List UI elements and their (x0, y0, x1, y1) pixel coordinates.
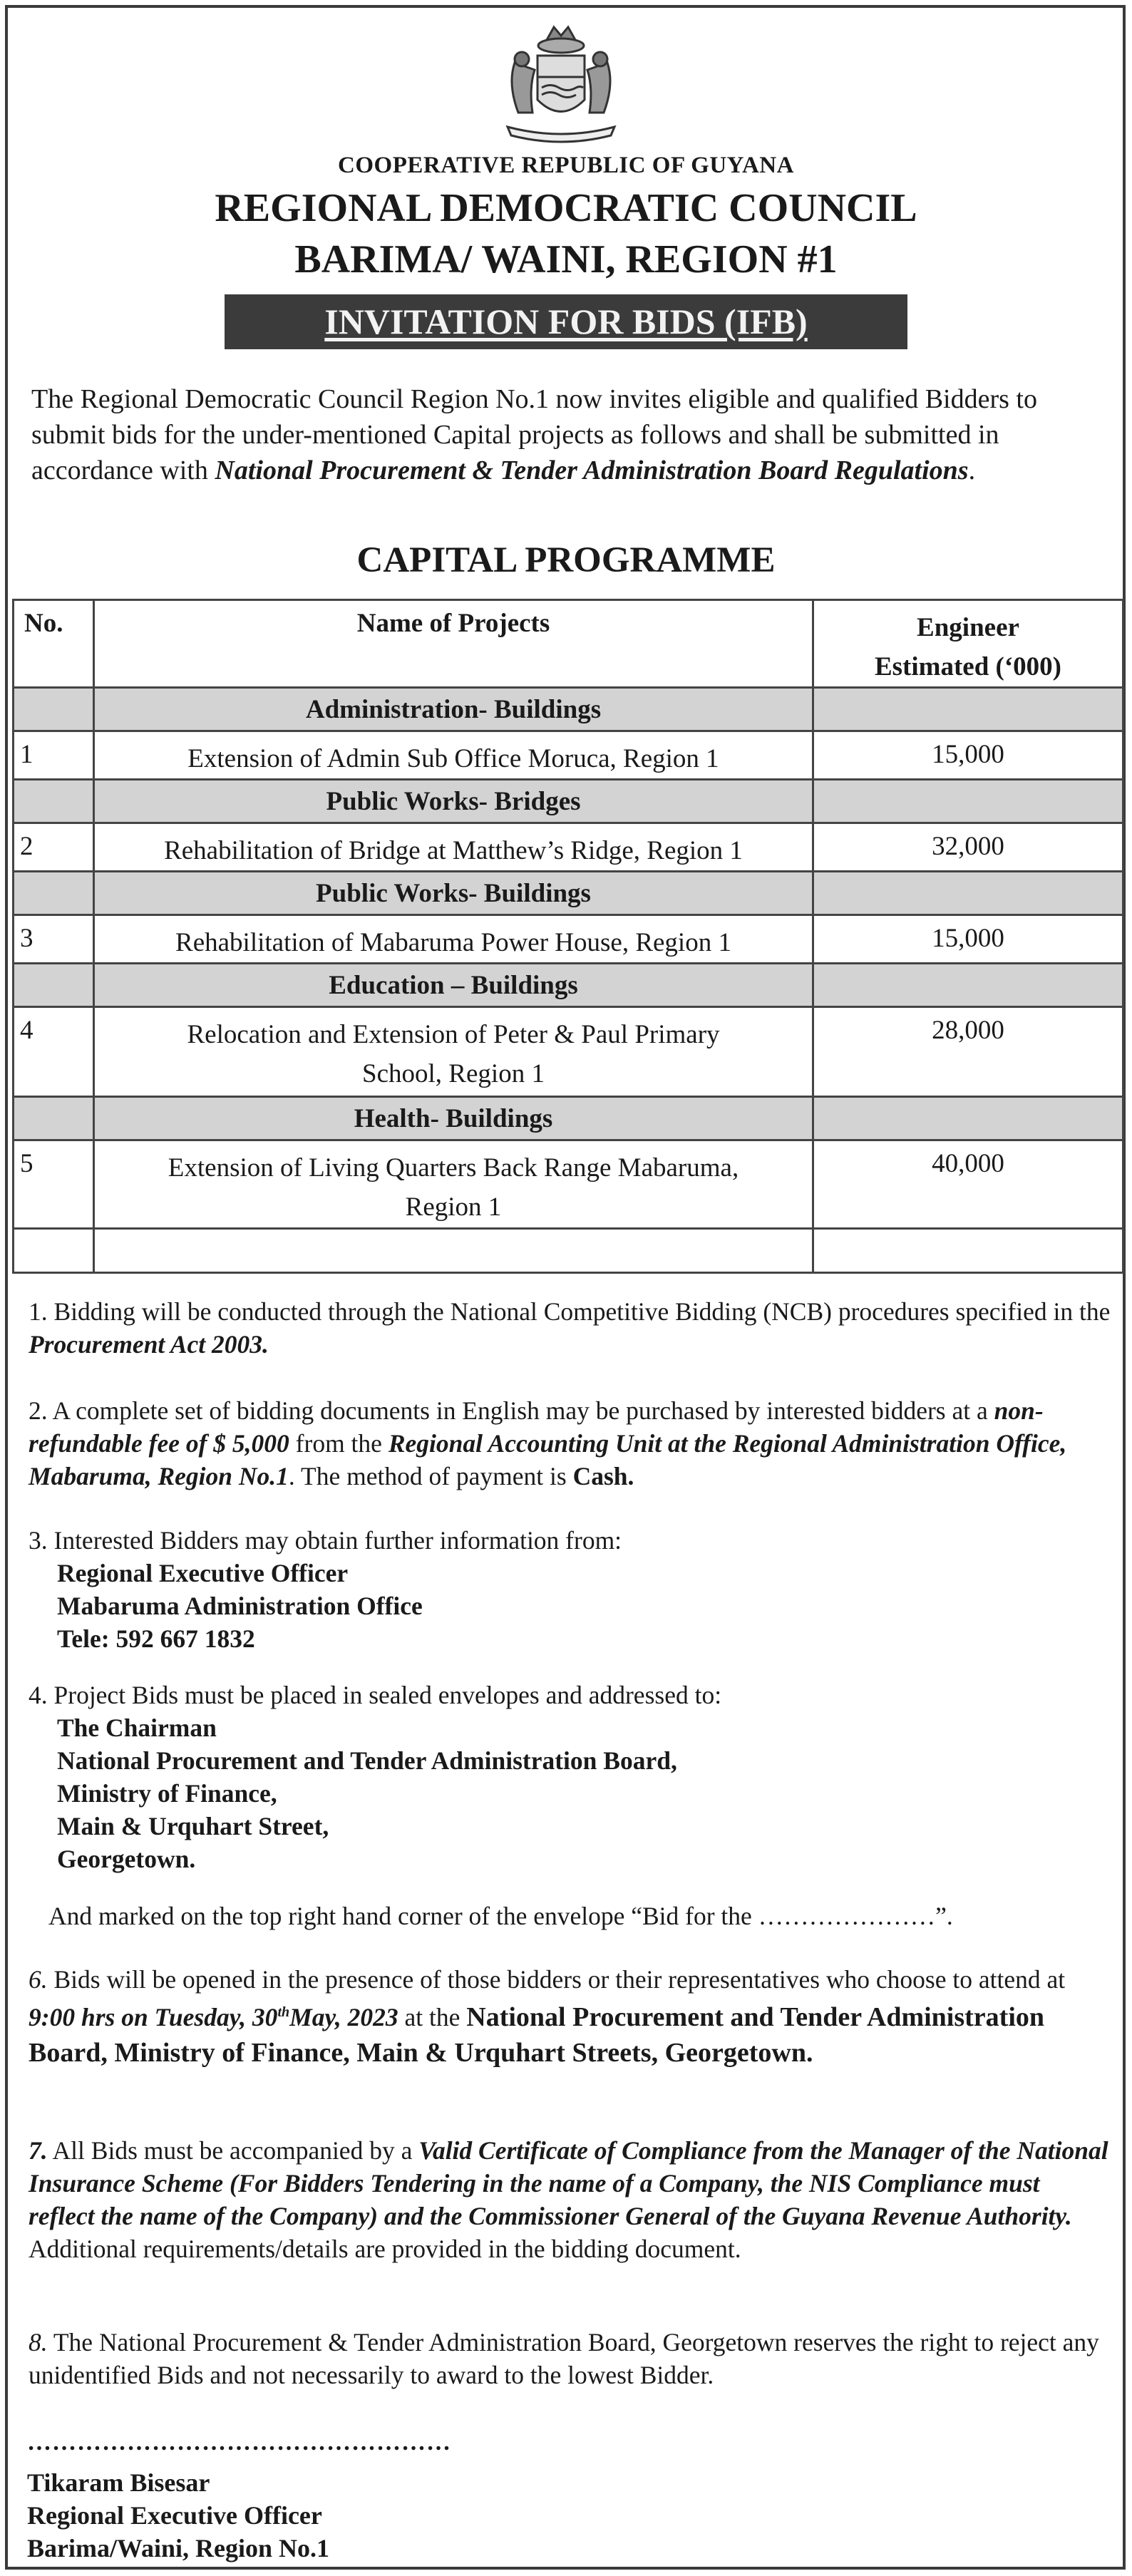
envelope-marking: And marked on the top right hand corner of the envelope “Bid for the …………………”. (48, 1902, 953, 1930)
category-row (14, 872, 1123, 915)
table-row (14, 1140, 1123, 1229)
projects-table (12, 599, 1124, 1274)
item-7 (29, 2134, 1112, 2265)
item-3-line1: Regional Executive Officer (57, 1559, 349, 1587)
item-6-sup: th (277, 2004, 290, 2020)
table-empty-row (14, 1229, 1123, 1273)
intro-text: The Regional Democratic Council Region No.1 now invites eligible and qualified Bidders to submit bids for the under-mentioned Capital projects as follows and shall be submitted in accordance with (31, 384, 1037, 485)
item-6-num: 6. (29, 1965, 48, 1994)
item-1 (29, 1295, 1112, 1361)
row-number: 1 (14, 731, 94, 780)
item-4-line2: National Procurement and Tender Administration Board, (57, 1746, 677, 1775)
item-4-line3: Ministry of Finance, (57, 1779, 277, 1808)
category-title: Public Works- Buildings (94, 872, 813, 915)
category-title: Health- Buildings (94, 1097, 813, 1140)
row-project: Rehabilitation of Bridge at Matthew’s Ridge, Region 1 (94, 823, 813, 872)
item-2-fee: non-refundable fee of $ 5,000 (29, 1396, 1044, 1458)
header-no: No. (14, 600, 94, 688)
item-4 (29, 1679, 1112, 1875)
table-row (14, 1007, 1123, 1097)
item-6-date: May, 2023 (289, 2002, 398, 2031)
row-number: 3 (14, 915, 94, 964)
table-header-row (14, 600, 1123, 688)
item-4-line4: Main & Urquhart Street, (57, 1812, 329, 1840)
item-6-time: 9:00 hrs on Tuesday, 30 (29, 2002, 278, 2031)
row-estimate: 32,000 (813, 823, 1123, 872)
intro-paragraph (31, 381, 1101, 488)
signature-line: …………………………………………… (27, 2429, 451, 2456)
category-title: Education – Buildings (94, 964, 813, 1007)
item-7-compliance: Valid Certificate of Compliance from the Manager of the National Insurance Scheme (For Bidders Tendering in the name of a Company, the NIS Compliance must reflect the name of the Company) and the Commissioner General of the Guyana Revenue Authority. (29, 2136, 1108, 2230)
signatory-title: Regional Executive Officer (27, 2501, 322, 2530)
signatory-name: Tikaram Bisesar (27, 2468, 210, 2497)
ifb-banner-text: INVITATION FOR BIDS (IFB) (324, 302, 808, 341)
item-2-unit: Regional Accounting Unit at the Regional Administration Office, Mabaruma, Region No.1 (29, 1429, 1067, 1490)
item-1-text: 1. Bidding will be conducted through the National Competitive Bidding (NCB) procedures specified in the (29, 1297, 1111, 1326)
item-2-from: from the (289, 1429, 389, 1458)
item-1-act: Procurement Act 2003. (29, 1330, 269, 1359)
category-row (14, 780, 1123, 823)
row-project: Rehabilitation of Mabaruma Power House, Region 1 (94, 915, 813, 964)
header-estimate-line1: Engineer (917, 613, 1019, 642)
row-estimate: 40,000 (813, 1140, 1123, 1229)
category-row (14, 964, 1123, 1007)
region-heading: BARIMA/ WAINI, REGION #1 (294, 237, 838, 282)
category-title: Administration- Buildings (94, 688, 813, 731)
item-2-text: 2. A complete set of bidding documents in English may be purchased by interested bidders at a (29, 1396, 994, 1425)
item-6-text: Bids will be opened in the presence of those bidders or their representatives who choose to attend at (47, 1965, 1066, 1994)
item-6-venue: National Procurement and Tender Administration Board, Ministry of Finance, Main & Urquhart Streets, Georgetown. (29, 2001, 1045, 2068)
header-name: Name of Projects (94, 600, 813, 688)
header-estimate (813, 600, 1123, 688)
intro-regulations: National Procurement & Tender Administration Board Regulations (215, 455, 969, 485)
row-number: 5 (14, 1140, 94, 1229)
item-7-additional: Additional requirements/details are provided in the bidding document. (29, 2235, 741, 2263)
item-8-num: 8. (29, 2328, 48, 2356)
ifb-banner (225, 294, 907, 349)
table-row (14, 915, 1123, 964)
item-3-line3: Tele: 592 667 1832 (57, 1624, 255, 1653)
row-project: Extension of Living Quarters Back Range Mabaruma, Region 1 (94, 1140, 813, 1229)
row-project: Relocation and Extension of Peter & Paul Primary School, Region 1 (94, 1007, 813, 1097)
republic-heading: COOPERATIVE REPUBLIC OF GUYANA (338, 153, 794, 178)
item-2 (29, 1394, 1112, 1493)
item-3 (29, 1524, 1112, 1655)
capital-programme-title: CAPITAL PROGRAMME (356, 540, 776, 580)
item-2-method: . The method of payment is (288, 1462, 573, 1490)
table-row (14, 823, 1123, 872)
category-row (14, 1097, 1123, 1140)
council-heading: REGIONAL DEMOCRATIC COUNCIL (215, 186, 917, 230)
intro-end: . (968, 455, 976, 485)
header-estimate-line2: Estimated (‘000) (874, 652, 1062, 681)
row-estimate: 28,000 (813, 1007, 1123, 1097)
row-estimate: 15,000 (813, 731, 1123, 780)
item-8 (29, 2326, 1112, 2391)
row-estimate: 15,000 (813, 915, 1123, 964)
row-number: 4 (14, 1007, 94, 1097)
item-2-cash: Cash. (572, 1462, 634, 1490)
item-6 (29, 1963, 1112, 2071)
row-project: Extension of Admin Sub Office Moruca, Region 1 (94, 731, 813, 780)
row-number: 2 (14, 823, 94, 872)
item-8-text: The National Procurement & Tender Administration Board, Georgetown reserves the right to reject any unidentified Bids and not necessarily to award to the lowest Bidder. (29, 2328, 1099, 2389)
item-4-line1: The Chairman (57, 1714, 217, 1742)
coat-of-arms-crest (493, 20, 629, 148)
item-6-at: at the (398, 2002, 467, 2031)
item-4-text: 4. Project Bids must be placed in sealed envelopes and addressed to: (29, 1681, 722, 1709)
signatory-region: Barima/Waini, Region No.1 (27, 2534, 330, 2562)
category-title: Public Works- Bridges (94, 780, 813, 823)
item-7-text: All Bids must be accompanied by a (47, 2136, 419, 2165)
item-3-line2: Mabaruma Administration Office (57, 1592, 423, 1620)
table-row (14, 731, 1123, 780)
item-7-num: 7. (29, 2136, 48, 2165)
category-row (14, 688, 1123, 731)
item-4-line5: Georgetown. (57, 1845, 196, 1873)
item-3-text: 3. Interested Bidders may obtain further information from: (29, 1526, 622, 1555)
